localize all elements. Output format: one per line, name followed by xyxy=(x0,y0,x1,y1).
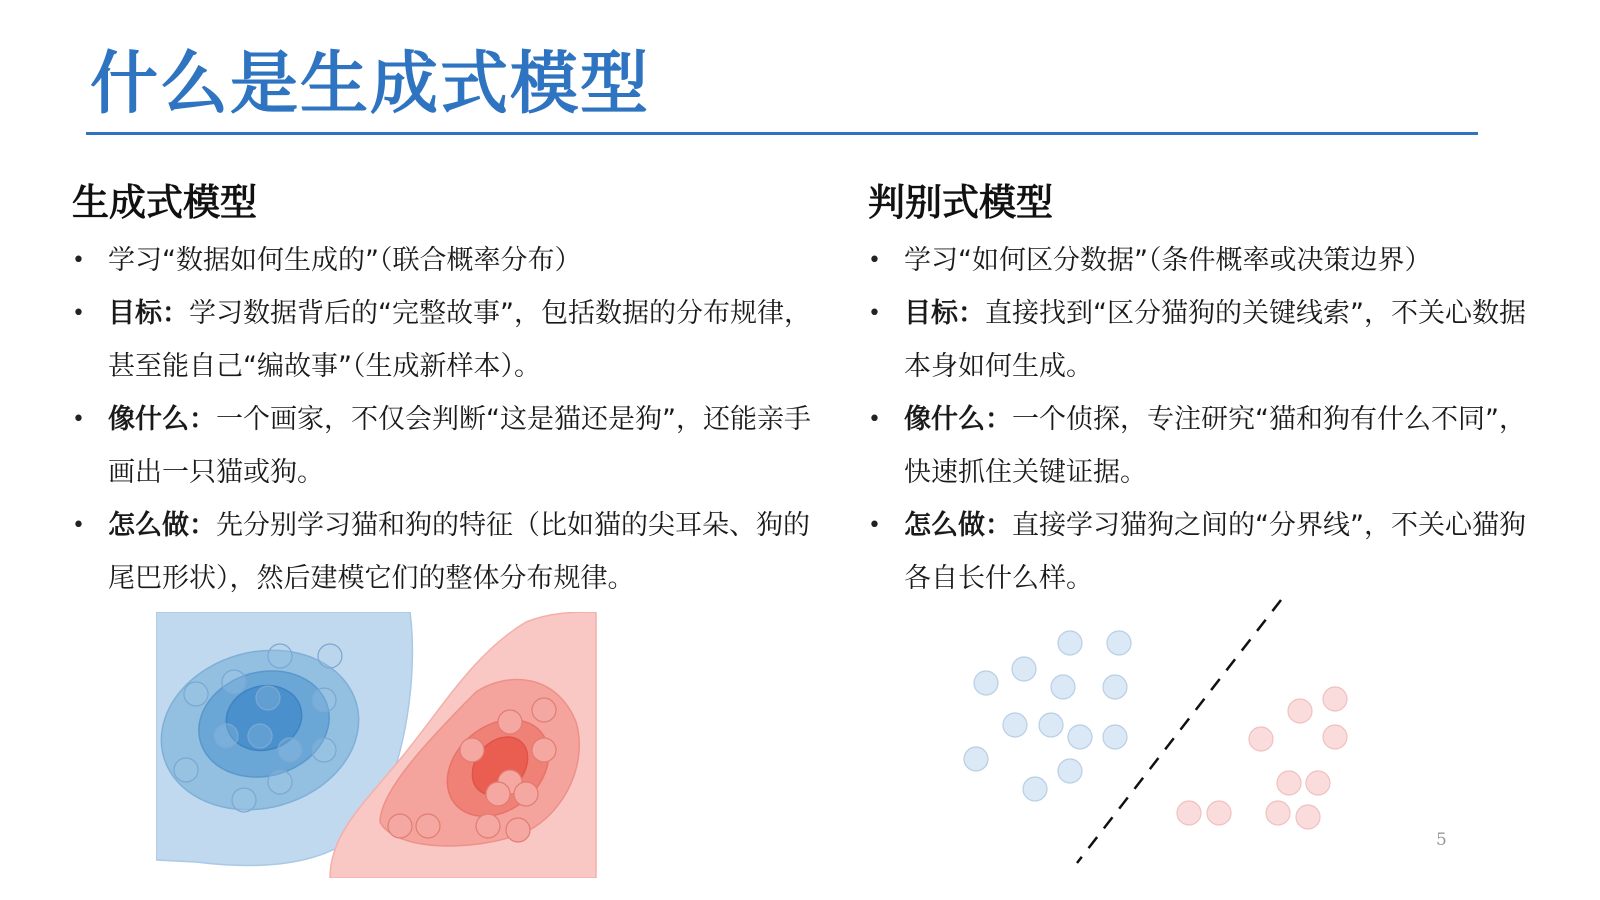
discriminative-heading: 判别式模型 xyxy=(868,181,1053,224)
generative-bullet xyxy=(72,393,812,499)
cat-data-point xyxy=(974,671,998,695)
bullet-text: 一个侦探，专注研究“猫和狗有什么不同”，快速抓住关键证据。 xyxy=(904,404,1526,488)
bullet-dot-icon: • xyxy=(72,248,85,273)
dog-data-point xyxy=(1296,805,1320,829)
discriminative-bullet xyxy=(868,234,1548,287)
dog-sample-point xyxy=(476,814,500,838)
cat-sample-point xyxy=(232,788,256,812)
bullet-dot-icon: • xyxy=(72,301,85,326)
dog-sample-point xyxy=(532,698,556,722)
cat-data-point xyxy=(1003,713,1027,737)
bullet-key: 像什么： xyxy=(904,404,1012,435)
dog-data-point xyxy=(1323,725,1347,749)
bullet-text: 一个画家，不仅会判断“这是猫还是狗”，还能亲手画出一只猫或狗。 xyxy=(108,404,811,488)
cat-sample-point xyxy=(318,644,342,668)
cat-data-point xyxy=(1012,657,1036,681)
bullet-text: 先分别学习猫和狗的特征（比如猫的尖耳朵、狗的尾巴形状），然后建模它们的整体分布规律。 xyxy=(108,510,810,594)
bullet-text: 直接学习猫狗之间的“分界线”，不关心猫狗各自长什么样。 xyxy=(904,510,1526,594)
bullet-dot-icon: • xyxy=(868,407,881,432)
dog-data-point xyxy=(1306,771,1330,795)
title-underline xyxy=(86,132,1478,135)
page-number: 5 xyxy=(1436,830,1447,850)
bullet-dot-icon: • xyxy=(868,513,881,538)
dog-sample-point xyxy=(416,814,440,838)
dog-sample-point xyxy=(460,738,484,762)
discriminative-bullet xyxy=(868,393,1548,499)
cat-sample-point xyxy=(312,688,336,712)
bullet-key: 像什么： xyxy=(108,404,216,435)
bullet-key: 怎么做： xyxy=(108,510,216,541)
cat-data-point xyxy=(1039,713,1063,737)
cat-sample-point xyxy=(256,686,280,710)
discriminative-bullet xyxy=(868,287,1548,393)
bullet-text: 学习“如何区分数据”（条件概率或决策边界） xyxy=(904,245,1432,276)
cat-sample-point xyxy=(268,770,292,794)
discriminative-column xyxy=(868,172,1548,605)
dog-data-point xyxy=(1277,771,1301,795)
cat-sample-point xyxy=(174,758,198,782)
bullet-key: 目标： xyxy=(108,298,189,329)
dog-data-point xyxy=(1323,687,1347,711)
bullet-key: 目标： xyxy=(904,298,985,329)
bullet-dot-icon: • xyxy=(72,513,85,538)
cat-sample-point xyxy=(214,724,238,748)
cat-sample-point xyxy=(248,724,272,748)
generative-bullet xyxy=(72,287,812,393)
bullet-text: 直接找到“区分猫狗的关键线索”，不关心数据本身如何生成。 xyxy=(904,298,1526,382)
dog-sample-point xyxy=(388,814,412,838)
cat-sample-point xyxy=(312,738,336,762)
dog-data-point xyxy=(1288,699,1312,723)
slide-title: 什么是生成式模型 xyxy=(90,45,651,124)
discriminative-boundary-illustration xyxy=(955,597,1355,867)
dog-sample-point xyxy=(514,782,538,806)
cat-data-point xyxy=(1058,631,1082,655)
cat-data-point xyxy=(1103,725,1127,749)
generative-column xyxy=(72,172,812,605)
cat-sample-point xyxy=(184,682,208,706)
cat-sample-point xyxy=(278,738,302,762)
cat-data-points xyxy=(964,631,1131,801)
dog-data-points xyxy=(1177,687,1347,829)
generative-bullet xyxy=(72,499,812,605)
bullet-text: 学习“数据如何生成的”（联合概率分布） xyxy=(108,245,582,276)
discriminative-bullet-list xyxy=(868,234,1548,605)
bullet-dot-icon: • xyxy=(72,407,85,432)
cat-data-point xyxy=(1103,675,1127,699)
generative-density-illustration xyxy=(156,612,598,878)
cat-data-point xyxy=(1051,675,1075,699)
bullet-text: 学习数据背后的“完整故事”，包括数据的分布规律，甚至能自己“编故事”（生成新样本）。 xyxy=(108,298,811,382)
dog-sample-point xyxy=(532,738,556,762)
discriminative-bullet xyxy=(868,499,1548,605)
dog-data-point xyxy=(1249,727,1273,751)
cat-data-point xyxy=(964,747,988,771)
cat-sample-point xyxy=(222,670,246,694)
cat-sample-point xyxy=(268,644,292,668)
dog-data-point xyxy=(1177,801,1201,825)
generative-heading: 生成式模型 xyxy=(72,181,257,224)
dog-data-point xyxy=(1266,801,1290,825)
dog-sample-point xyxy=(486,782,510,806)
dog-sample-point xyxy=(506,818,530,842)
bullet-dot-icon: • xyxy=(868,301,881,326)
dog-sample-point xyxy=(498,710,522,734)
cat-data-point xyxy=(1023,777,1047,801)
cat-data-point xyxy=(1058,759,1082,783)
bullet-key: 怎么做： xyxy=(904,510,1012,541)
generative-bullet xyxy=(72,234,812,287)
dog-data-point xyxy=(1207,801,1231,825)
bullet-dot-icon: • xyxy=(868,248,881,273)
cat-data-point xyxy=(1107,631,1131,655)
cat-data-point xyxy=(1068,725,1092,749)
generative-bullet-list xyxy=(72,234,812,605)
